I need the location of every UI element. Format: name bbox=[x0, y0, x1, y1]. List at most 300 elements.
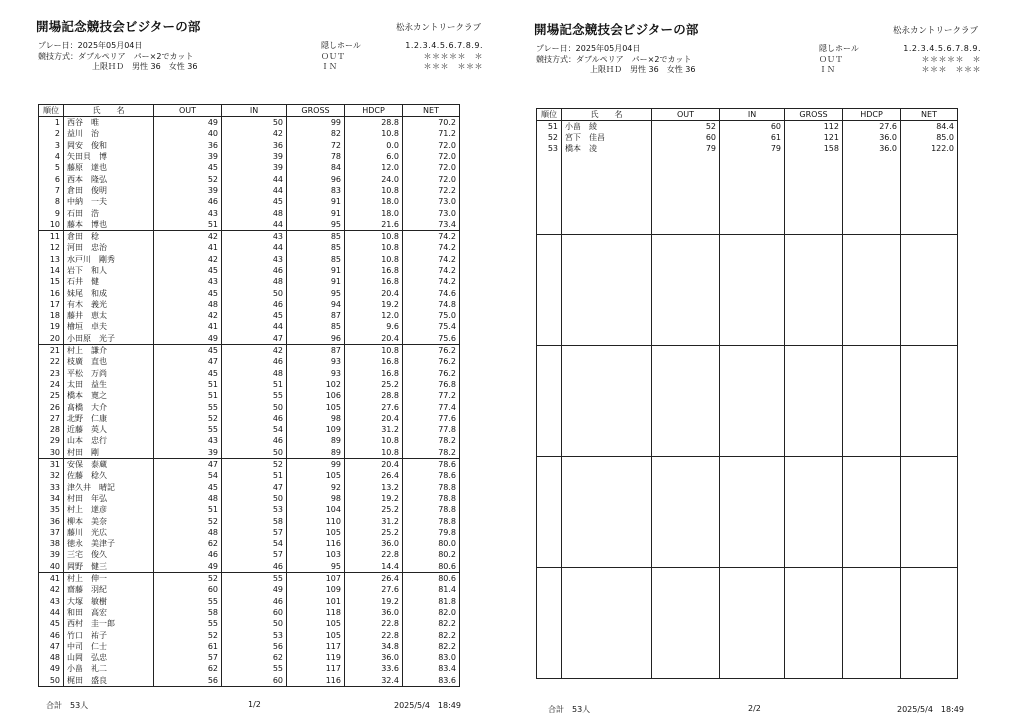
cell-out: 52 bbox=[154, 413, 222, 424]
table-row bbox=[39, 641, 460, 652]
cell-hdcp: 19.2 bbox=[345, 595, 403, 606]
cell-name: 妹尾 和成 bbox=[64, 287, 154, 298]
cell-hdcp: 16.8 bbox=[345, 356, 403, 367]
cell-gross: 93 bbox=[287, 356, 345, 367]
cell-name: 中司 仁士 bbox=[64, 641, 154, 652]
cell-name: 藤川 光広 bbox=[64, 527, 154, 538]
cell-rank: 30 bbox=[39, 447, 64, 459]
cell-gross: 99 bbox=[287, 458, 345, 470]
document-title: 開場記念競技会ビジターの部 bbox=[36, 19, 201, 34]
cell-gross: 103 bbox=[287, 549, 345, 560]
table-row bbox=[39, 368, 460, 379]
cell-in: 57 bbox=[222, 527, 287, 538]
cell-rank: 44 bbox=[39, 607, 64, 618]
cell-hdcp: 10.8 bbox=[345, 344, 403, 356]
cell-hdcp: 28.8 bbox=[345, 390, 403, 401]
cell-rank: 7 bbox=[39, 185, 64, 196]
cell-in: 43 bbox=[222, 230, 287, 242]
cell-net: 74.2 bbox=[403, 254, 460, 265]
cell-gross: 95 bbox=[287, 287, 345, 298]
header-gross: GROSS bbox=[287, 105, 345, 117]
print-datetime: 2025/5/4 18:49 bbox=[897, 705, 964, 714]
cell-name: 橋本 凌 bbox=[562, 143, 652, 154]
cell-out: 52 bbox=[154, 572, 222, 584]
cell-hdcp: 25.2 bbox=[345, 379, 403, 390]
cell-out: 49 bbox=[154, 333, 222, 345]
cell-in: 46 bbox=[222, 595, 287, 606]
cell-hdcp: 27.6 bbox=[843, 121, 901, 133]
cell-out: 51 bbox=[154, 504, 222, 515]
cell-rank: 31 bbox=[39, 458, 64, 470]
cell-name: 小畠 礼二 bbox=[64, 663, 154, 674]
cell-in: 44 bbox=[222, 185, 287, 196]
cell-name: 西谷 唯 bbox=[64, 117, 154, 129]
cell-in: 52 bbox=[222, 458, 287, 470]
cell-net: 74.2 bbox=[403, 276, 460, 287]
cell-rank: 23 bbox=[39, 368, 64, 379]
cell-out: 36 bbox=[154, 140, 222, 151]
cell-out: 45 bbox=[154, 265, 222, 276]
cell-hdcp: 12.0 bbox=[345, 310, 403, 321]
cell-in: 44 bbox=[222, 173, 287, 184]
cell-name: 倉田 稔 bbox=[64, 230, 154, 242]
cell-gross: 85 bbox=[287, 321, 345, 332]
cell-hdcp: 16.8 bbox=[345, 276, 403, 287]
cell-gross: 95 bbox=[287, 219, 345, 231]
cell-gross: 85 bbox=[287, 254, 345, 265]
header-hdcp: HDCP bbox=[843, 109, 901, 121]
cell-out: 79 bbox=[652, 143, 720, 154]
table-row bbox=[537, 121, 958, 133]
cell-name: 和田 高宏 bbox=[64, 607, 154, 618]
table-row bbox=[39, 333, 460, 345]
cell-rank: 51 bbox=[537, 121, 562, 133]
cell-gross: 101 bbox=[287, 595, 345, 606]
cell-name: 村田 年弘 bbox=[64, 493, 154, 504]
table-row bbox=[39, 607, 460, 618]
cell-out: 60 bbox=[154, 584, 222, 595]
cell-gross: 89 bbox=[287, 447, 345, 459]
cell-out: 42 bbox=[154, 230, 222, 242]
cell-hdcp: 36.0 bbox=[345, 652, 403, 663]
cell-out: 55 bbox=[154, 595, 222, 606]
play-date: プレー日：2025年05月04日 bbox=[38, 41, 143, 50]
hidden-holes-info bbox=[321, 41, 483, 73]
cell-net: 72.0 bbox=[403, 151, 460, 162]
cell-name: 藤井 恵太 bbox=[64, 310, 154, 321]
table-row bbox=[537, 132, 958, 143]
cell-net: 122.0 bbox=[901, 143, 958, 154]
cell-gross: 91 bbox=[287, 207, 345, 218]
cell-hdcp: 26.4 bbox=[345, 470, 403, 481]
cell-gross: 85 bbox=[287, 230, 345, 242]
cell-name: 山岡 弘忠 bbox=[64, 652, 154, 663]
cell-gross: 96 bbox=[287, 173, 345, 184]
cell-out: 47 bbox=[154, 356, 222, 367]
cell-out: 39 bbox=[154, 185, 222, 196]
cell-in: 46 bbox=[222, 265, 287, 276]
cell-hdcp: 10.8 bbox=[345, 254, 403, 265]
cell-rank: 47 bbox=[39, 641, 64, 652]
cell-name: 村上 伸一 bbox=[64, 572, 154, 584]
cell-rank: 1 bbox=[39, 117, 64, 129]
cell-in: 54 bbox=[222, 538, 287, 549]
cell-net: 79.8 bbox=[403, 527, 460, 538]
header-net: NET bbox=[901, 109, 958, 121]
table-row bbox=[39, 549, 460, 560]
cell-hdcp: 27.6 bbox=[345, 584, 403, 595]
cell-hdcp: 18.0 bbox=[345, 196, 403, 207]
cell-net: 84.4 bbox=[901, 121, 958, 133]
table-row bbox=[39, 207, 460, 218]
competition-format: 競技方式：ダブルペリア パー×2でカット bbox=[38, 51, 194, 61]
cell-hdcp: 18.0 bbox=[345, 207, 403, 218]
cell-gross: 105 bbox=[287, 527, 345, 538]
total-players: 合計 53人 bbox=[46, 701, 89, 710]
cell-in: 46 bbox=[222, 413, 287, 424]
cell-gross: 98 bbox=[287, 413, 345, 424]
cell-gross: 112 bbox=[785, 121, 843, 133]
cell-out: 54 bbox=[154, 470, 222, 481]
cell-net: 73.0 bbox=[403, 196, 460, 207]
cell-net: 72.0 bbox=[403, 162, 460, 173]
cell-rank: 42 bbox=[39, 584, 64, 595]
cell-rank: 33 bbox=[39, 482, 64, 493]
cell-rank: 43 bbox=[39, 595, 64, 606]
table-row bbox=[39, 482, 460, 493]
table-row bbox=[39, 321, 460, 332]
table-row bbox=[39, 128, 460, 139]
cell-out: 49 bbox=[154, 117, 222, 129]
hidden-holes-label: 隠しホール bbox=[819, 44, 859, 53]
blank-row-block bbox=[537, 457, 958, 568]
cell-net: 77.6 bbox=[403, 413, 460, 424]
cell-net: 75.6 bbox=[403, 333, 460, 345]
table-row bbox=[39, 572, 460, 584]
cell-gross: 78 bbox=[287, 151, 345, 162]
cell-in: 42 bbox=[222, 344, 287, 356]
cell-name: 近藤 英人 bbox=[64, 424, 154, 435]
cell-net: 74.2 bbox=[403, 265, 460, 276]
cell-net: 76.2 bbox=[403, 356, 460, 367]
cell-out: 62 bbox=[154, 663, 222, 674]
table-row bbox=[39, 379, 460, 390]
cell-rank: 49 bbox=[39, 663, 64, 674]
header-rank: 順位 bbox=[537, 109, 562, 121]
table-row bbox=[39, 230, 460, 242]
table-row bbox=[39, 435, 460, 446]
cell-gross: 105 bbox=[287, 470, 345, 481]
cell-gross: 116 bbox=[287, 675, 345, 687]
cell-rank: 3 bbox=[39, 140, 64, 151]
competition-info bbox=[536, 44, 695, 76]
blank-row-block bbox=[537, 346, 958, 457]
cell-rank: 34 bbox=[39, 493, 64, 504]
table-row bbox=[39, 117, 460, 129]
cell-in: 54 bbox=[222, 424, 287, 435]
cell-net: 80.2 bbox=[403, 549, 460, 560]
page-number: 2/2 bbox=[748, 704, 761, 713]
cell-in: 50 bbox=[222, 447, 287, 459]
cell-out: 45 bbox=[154, 344, 222, 356]
cell-in: 60 bbox=[222, 607, 287, 618]
cell-net: 72.0 bbox=[403, 140, 460, 151]
cell-name: 石田 浩 bbox=[64, 207, 154, 218]
cell-net: 83.4 bbox=[403, 663, 460, 674]
document-title: 開場記念競技会ビジターの部 bbox=[534, 22, 699, 37]
cell-rank: 50 bbox=[39, 675, 64, 687]
cell-out: 61 bbox=[154, 641, 222, 652]
cell-hdcp: 24.0 bbox=[345, 173, 403, 184]
cell-hdcp: 20.4 bbox=[345, 287, 403, 298]
cell-out: 51 bbox=[154, 219, 222, 231]
cell-net: 78.2 bbox=[403, 447, 460, 459]
cell-name: 小田原 光子 bbox=[64, 333, 154, 345]
cell-name: 藤本 博也 bbox=[64, 219, 154, 231]
cell-net: 75.0 bbox=[403, 310, 460, 321]
cell-gross: 93 bbox=[287, 368, 345, 379]
cell-net: 78.8 bbox=[403, 504, 460, 515]
cell-out: 43 bbox=[154, 435, 222, 446]
in-hidden-marks: ＊＊＊ ＊＊＊ bbox=[921, 65, 981, 74]
cell-in: 55 bbox=[222, 663, 287, 674]
cell-gross: 82 bbox=[287, 128, 345, 139]
cell-in: 36 bbox=[222, 140, 287, 151]
header-net: NET bbox=[403, 105, 460, 117]
cell-gross: 117 bbox=[287, 641, 345, 652]
cell-gross: 105 bbox=[287, 401, 345, 412]
table-row bbox=[39, 401, 460, 412]
cell-rank: 8 bbox=[39, 196, 64, 207]
cell-name: 安保 泰蔵 bbox=[64, 458, 154, 470]
cell-out: 47 bbox=[154, 458, 222, 470]
cell-net: 72.0 bbox=[403, 173, 460, 184]
cell-out: 45 bbox=[154, 287, 222, 298]
total-players: 合計 53人 bbox=[548, 705, 591, 714]
cell-in: 50 bbox=[222, 401, 287, 412]
cell-rank: 29 bbox=[39, 435, 64, 446]
table-row bbox=[39, 219, 460, 231]
cell-gross: 87 bbox=[287, 310, 345, 321]
cell-gross: 117 bbox=[287, 663, 345, 674]
cell-hdcp: 36.0 bbox=[843, 143, 901, 154]
table-row bbox=[39, 310, 460, 321]
competition-format: 競技方式：ダブルペリア パー×2でカット bbox=[536, 54, 692, 64]
cell-gross: 72 bbox=[287, 140, 345, 151]
cell-rank: 32 bbox=[39, 470, 64, 481]
cell-gross: 110 bbox=[287, 515, 345, 526]
cell-hdcp: 10.8 bbox=[345, 435, 403, 446]
page-number: 1/2 bbox=[248, 700, 261, 709]
cell-name: 村上 謙介 bbox=[64, 344, 154, 356]
cell-out: 45 bbox=[154, 482, 222, 493]
cell-rank: 28 bbox=[39, 424, 64, 435]
cell-out: 46 bbox=[154, 549, 222, 560]
cell-in: 44 bbox=[222, 321, 287, 332]
cell-hdcp: 19.2 bbox=[345, 493, 403, 504]
header-in: IN bbox=[720, 109, 785, 121]
cell-in: 58 bbox=[222, 515, 287, 526]
table-header-row bbox=[537, 109, 958, 121]
table-row bbox=[39, 447, 460, 459]
cell-name: 大塚 敏樹 bbox=[64, 595, 154, 606]
cell-net: 76.2 bbox=[403, 368, 460, 379]
cell-in: 46 bbox=[222, 561, 287, 573]
cell-gross: 119 bbox=[287, 652, 345, 663]
table-row bbox=[39, 173, 460, 184]
cell-in: 79 bbox=[720, 143, 785, 154]
table-row bbox=[39, 629, 460, 640]
table-row bbox=[39, 299, 460, 310]
cell-rank: 27 bbox=[39, 413, 64, 424]
cell-name: 宮下 佳昌 bbox=[562, 132, 652, 143]
cell-gross: 85 bbox=[287, 242, 345, 253]
cell-name: 藤原 達也 bbox=[64, 162, 154, 173]
cell-name: 枝廣 直也 bbox=[64, 356, 154, 367]
cell-rank: 19 bbox=[39, 321, 64, 332]
cell-name: 檜垣 卓夫 bbox=[64, 321, 154, 332]
table-row bbox=[537, 143, 958, 154]
club-name: 松永カントリークラブ bbox=[893, 26, 979, 36]
cell-out: 46 bbox=[154, 196, 222, 207]
cell-gross: 105 bbox=[287, 629, 345, 640]
cell-net: 74.2 bbox=[403, 230, 460, 242]
cell-out: 39 bbox=[154, 447, 222, 459]
cell-in: 50 bbox=[222, 618, 287, 629]
cell-net: 77.8 bbox=[403, 424, 460, 435]
cell-hdcp: 28.8 bbox=[345, 117, 403, 129]
print-datetime: 2025/5/4 18:49 bbox=[394, 701, 461, 710]
cell-rank: 52 bbox=[537, 132, 562, 143]
cell-hdcp: 26.4 bbox=[345, 572, 403, 584]
cell-net: 78.8 bbox=[403, 493, 460, 504]
cell-net: 82.2 bbox=[403, 618, 460, 629]
cell-in: 51 bbox=[222, 470, 287, 481]
cell-name: 村田 剛 bbox=[64, 447, 154, 459]
table-row bbox=[39, 287, 460, 298]
cell-gross: 91 bbox=[287, 276, 345, 287]
table-row bbox=[39, 162, 460, 173]
cell-gross: 109 bbox=[287, 424, 345, 435]
table-row bbox=[39, 254, 460, 265]
cell-net: 80.6 bbox=[403, 561, 460, 573]
cell-out: 42 bbox=[154, 254, 222, 265]
cell-hdcp: 10.8 bbox=[345, 230, 403, 242]
cell-hdcp: 16.8 bbox=[345, 265, 403, 276]
cell-gross: 118 bbox=[287, 607, 345, 618]
cell-net: 70.2 bbox=[403, 117, 460, 129]
cell-name: 西村 圭一郎 bbox=[64, 618, 154, 629]
cell-hdcp: 36.0 bbox=[345, 538, 403, 549]
cell-net: 76.2 bbox=[403, 344, 460, 356]
header-rank: 順位 bbox=[39, 105, 64, 117]
cell-rank: 39 bbox=[39, 549, 64, 560]
cell-gross: 104 bbox=[287, 504, 345, 515]
cell-in: 46 bbox=[222, 356, 287, 367]
cell-in: 60 bbox=[720, 121, 785, 133]
cell-name: 西本 隆弘 bbox=[64, 173, 154, 184]
header-out: OUT bbox=[652, 109, 720, 121]
table-row bbox=[39, 413, 460, 424]
cell-name: 小畠 綾 bbox=[562, 121, 652, 133]
cell-name: 水戸川 剛秀 bbox=[64, 254, 154, 265]
out-hidden-marks: ＊＊＊＊＊ ＊ bbox=[921, 54, 981, 64]
cell-hdcp: 20.4 bbox=[345, 458, 403, 470]
cell-out: 39 bbox=[154, 151, 222, 162]
cell-in: 45 bbox=[222, 310, 287, 321]
cell-gross: 105 bbox=[287, 618, 345, 629]
cell-rank: 40 bbox=[39, 561, 64, 573]
header-hdcp: HDCP bbox=[345, 105, 403, 117]
table-row bbox=[39, 504, 460, 515]
table-row bbox=[39, 196, 460, 207]
cell-hdcp: 34.8 bbox=[345, 641, 403, 652]
cell-in: 55 bbox=[222, 572, 287, 584]
cell-hdcp: 25.2 bbox=[345, 527, 403, 538]
table-row bbox=[39, 675, 460, 687]
cell-rank: 14 bbox=[39, 265, 64, 276]
cell-in: 50 bbox=[222, 287, 287, 298]
cell-rank: 48 bbox=[39, 652, 64, 663]
cell-in: 46 bbox=[222, 435, 287, 446]
cell-name: 河田 忠治 bbox=[64, 242, 154, 253]
cell-rank: 4 bbox=[39, 151, 64, 162]
cell-name: 太田 益生 bbox=[64, 379, 154, 390]
cell-gross: 99 bbox=[287, 117, 345, 129]
cell-rank: 18 bbox=[39, 310, 64, 321]
blank-row-block bbox=[537, 235, 958, 346]
cell-in: 48 bbox=[222, 207, 287, 218]
cell-out: 40 bbox=[154, 128, 222, 139]
cell-name: 佐藤 稔久 bbox=[64, 470, 154, 481]
cell-out: 45 bbox=[154, 162, 222, 173]
cell-net: 73.4 bbox=[403, 219, 460, 231]
cell-out: 52 bbox=[652, 121, 720, 133]
cell-net: 74.2 bbox=[403, 242, 460, 253]
cell-net: 80.6 bbox=[403, 572, 460, 584]
cell-gross: 94 bbox=[287, 299, 345, 310]
cell-rank: 24 bbox=[39, 379, 64, 390]
cell-rank: 46 bbox=[39, 629, 64, 640]
cell-in: 42 bbox=[222, 128, 287, 139]
cell-name: 平松 万尚 bbox=[64, 368, 154, 379]
blank-row-block bbox=[537, 154, 958, 235]
in-hidden-marks: ＊＊＊ ＊＊＊ bbox=[423, 62, 483, 71]
cell-in: 61 bbox=[720, 132, 785, 143]
cell-out: 60 bbox=[652, 132, 720, 143]
cell-gross: 84 bbox=[287, 162, 345, 173]
cell-hdcp: 22.8 bbox=[345, 629, 403, 640]
cell-net: 75.4 bbox=[403, 321, 460, 332]
cell-hdcp: 13.2 bbox=[345, 482, 403, 493]
cell-in: 62 bbox=[222, 652, 287, 663]
cell-hdcp: 10.8 bbox=[345, 242, 403, 253]
cell-out: 43 bbox=[154, 207, 222, 218]
header-in: IN bbox=[222, 105, 287, 117]
cell-gross: 106 bbox=[287, 390, 345, 401]
cell-name: 山本 忠行 bbox=[64, 435, 154, 446]
cell-out: 42 bbox=[154, 310, 222, 321]
cell-gross: 107 bbox=[287, 572, 345, 584]
cell-rank: 16 bbox=[39, 287, 64, 298]
cell-gross: 102 bbox=[287, 379, 345, 390]
cell-hdcp: 25.2 bbox=[345, 504, 403, 515]
cell-out: 55 bbox=[154, 618, 222, 629]
cell-name: 齋藤 羽紀 bbox=[64, 584, 154, 595]
table-row bbox=[39, 185, 460, 196]
cell-hdcp: 6.0 bbox=[345, 151, 403, 162]
cell-name: 竹口 祐子 bbox=[64, 629, 154, 640]
